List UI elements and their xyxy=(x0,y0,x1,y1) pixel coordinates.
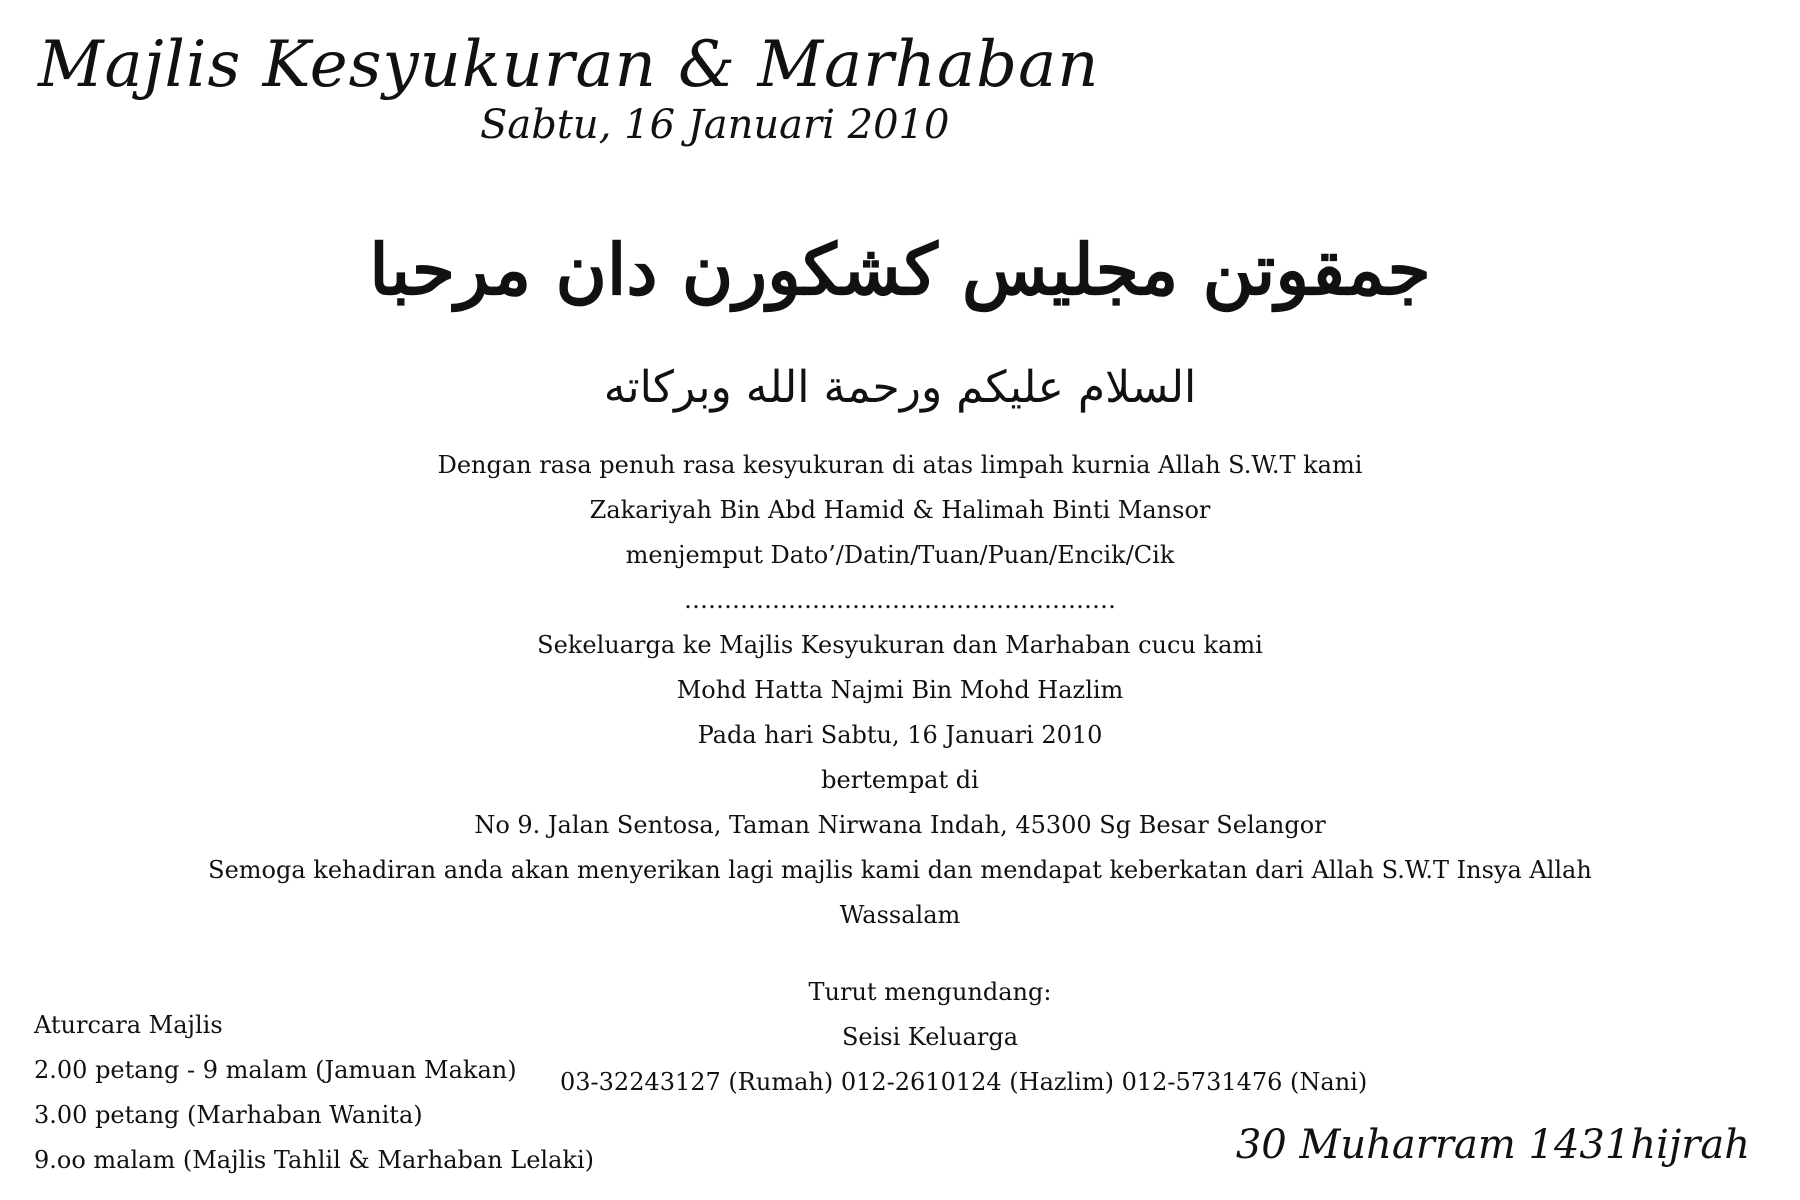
body-line-day: Pada hari Sabtu, 16 Januari 2010 xyxy=(697,721,1103,749)
co-invitation-label: Turut mengundang: xyxy=(808,978,1052,1006)
program-item: 3.00 petang (Marhaban Wanita) xyxy=(34,1101,423,1129)
program-title: Aturcara Majlis xyxy=(34,1011,223,1039)
program-item: 2.00 petang - 9 malam (Jamuan Makan) xyxy=(34,1056,517,1084)
hijri-date: 30 Muharram 1431hijrah xyxy=(1235,1122,1750,1168)
body-line-closing: Wassalam xyxy=(839,901,961,929)
co-invitation-section xyxy=(560,970,1368,1105)
jawi-title: جمقوتن مجليس كشكورن دان مرحبا xyxy=(369,228,1431,311)
salam-greeting: السلام عليكم ورحمة الله وبركاته xyxy=(603,362,1197,413)
body-line-grandchild: Mohd Hatta Najmi Bin Mohd Hazlim xyxy=(676,676,1124,704)
program-schedule xyxy=(34,1003,594,1183)
body-line-gratitude: Dengan rasa penuh rasa kesyukuran di atas limpah kurnia Allah S.W.T kami xyxy=(437,451,1363,479)
invitation-body xyxy=(0,443,1800,938)
co-invitation-family: Seisi Keluarga xyxy=(841,1023,1018,1051)
contact-numbers: 03-32243127 (Rumah) 012-2610124 (Hazlim) 012-5731476 (Nani) xyxy=(560,1068,1368,1096)
invitation-title: Majlis Kesyukuran & Marhaban xyxy=(38,28,1100,102)
event-date: Sabtu, 16 Januari 2010 xyxy=(480,102,950,148)
body-line-blessing: Semoga kehadiran anda akan menyerikan lagi majlis kami dan mendapat keberkatan dari Allah S.W.T Insya Allah xyxy=(208,856,1592,884)
body-line-invite: menjemput Dato’/Datin/Tuan/Puan/Encik/Cik xyxy=(625,541,1175,569)
body-line-address: No 9. Jalan Sentosa, Taman Nirwana Indah, 45300 Sg Besar Selangor xyxy=(474,811,1326,839)
guest-name-blank: ……………………………………………… xyxy=(684,586,1116,614)
program-item: 9.oo malam (Majlis Tahlil & Marhaban Lelaki) xyxy=(34,1146,594,1174)
body-line-event: Sekeluarga ke Majlis Kesyukuran dan Marhaban cucu kami xyxy=(537,631,1263,659)
body-line-hosts: Zakariyah Bin Abd Hamid & Halimah Binti Mansor xyxy=(589,496,1211,524)
body-line-venue-label: bertempat di xyxy=(821,766,979,794)
